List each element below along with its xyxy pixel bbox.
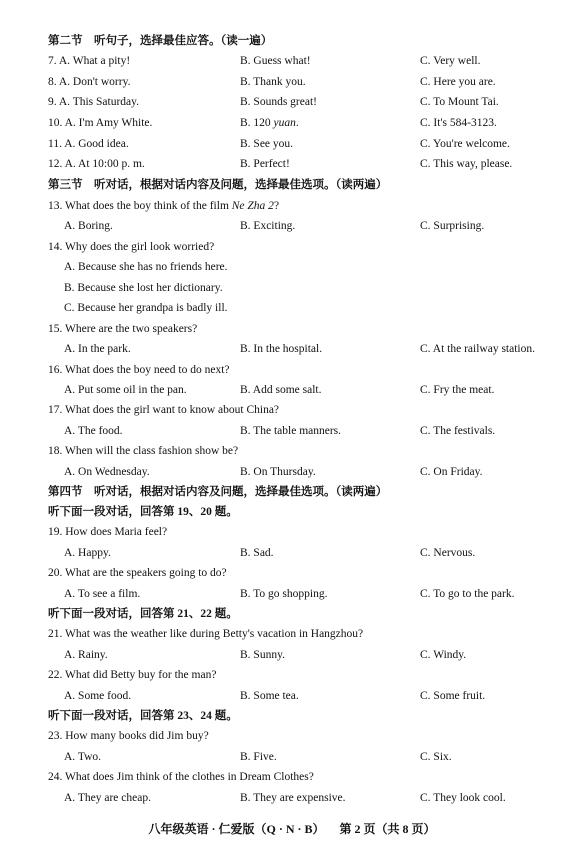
page-footer [0, 820, 584, 837]
item-10 [0, 114, 584, 132]
question-22-options [0, 687, 584, 705]
item-10-option-c: C. It's 584-3123. [420, 117, 497, 129]
q17-option-b: B. The table manners. [240, 425, 342, 437]
item-7-option-c: C. Very well. [420, 55, 481, 67]
question-21-options [0, 646, 584, 664]
q15-option-b: B. In the hospital. [240, 343, 323, 355]
q20-option-a: A. To see a film. [64, 588, 141, 600]
q21-option-b: B. Sunny. [240, 649, 285, 661]
section-4-heading: 第四节 听对话，根据对话内容及问题，选择最佳选项。（读两遍） [48, 486, 388, 498]
q24-option-b: B. They are expensive. [240, 792, 346, 804]
question-13-options [0, 217, 584, 235]
question-15-options [0, 340, 584, 358]
q14-option-c: C. Because her grandpa is badly ill. [64, 302, 228, 314]
question-16-options [0, 381, 584, 399]
q21-option-a: A. Rainy. [64, 649, 108, 661]
question-21: 21. What was the weather like during Betty's vacation in Hangzhou? [48, 628, 364, 640]
question-24: 24. What does Jim think of the clothes in Dream Clothes? [48, 771, 314, 783]
q17-option-a: A. The food. [64, 425, 123, 437]
question-13: 13. What does the boy think of the film Ne Zha 2? [48, 200, 280, 212]
dialogue-prompt-21-22: 听下面一段对话，回答第 21、22 题。 [48, 608, 238, 620]
item-10-option-b: B. 120 yuan. [240, 117, 299, 129]
q19-option-c: C. Nervous. [420, 547, 476, 559]
section-3-heading: 第三节 听对话，根据对话内容及问题，选择最佳选项。（读两遍） [48, 179, 388, 191]
question-15: 15. Where are the two speakers? [48, 323, 198, 335]
section-2-heading: 第二节 听句子，选择最佳应答。（读一遍） [48, 35, 273, 47]
q23-option-c: C. Six. [420, 751, 452, 763]
q13-option-a: A. Boring. [64, 220, 113, 232]
item-11 [0, 135, 584, 153]
q20-option-b: B. To go shopping. [240, 588, 328, 600]
question-19-options [0, 544, 584, 562]
item-12-option-b: B. Perfect! [240, 158, 290, 170]
q23-option-a: A. Two. [64, 751, 101, 763]
dialogue-prompt-23-24: 听下面一段对话，回答第 23、24 题。 [48, 710, 238, 722]
q24-option-a: A. They are cheap. [64, 792, 151, 804]
q22-option-b: B. Some tea. [240, 690, 299, 702]
footer-edition: 八年级英语 · 仁爱版（Q · N · B） [148, 822, 325, 836]
item-8-option-c: C. Here you are. [420, 76, 496, 88]
q22-option-a: A. Some food. [64, 690, 132, 702]
dialogue-prompt-19-20: 听下面一段对话，回答第 19、20 题。 [48, 506, 238, 518]
item-9-option-c: C. To Mount Tai. [420, 96, 499, 108]
q23-option-b: B. Five. [240, 751, 277, 763]
question-18-options [0, 463, 584, 481]
item-9 [0, 93, 584, 111]
question-20: 20. What are the speakers going to do? [48, 567, 227, 579]
q14-option-a-line [0, 258, 584, 276]
q16-option-c: C. Fry the meat. [420, 384, 495, 396]
question-16: 16. What does the boy need to do next? [48, 364, 230, 376]
item-8-option-b: B. Thank you. [240, 76, 306, 88]
question-17: 17. What does the girl want to know about China? [48, 404, 280, 416]
q16-option-b: B. Add some salt. [240, 384, 322, 396]
item-8-option-a: 8. A. Don't worry. [48, 76, 131, 88]
item-12-option-a: 12. A. At 10:00 p. m. [48, 158, 145, 170]
item-8 [0, 73, 584, 91]
question-24-options [0, 789, 584, 807]
q18-option-c: C. On Friday. [420, 466, 483, 478]
q14-option-a: A. Because she has no friends here. [64, 261, 228, 273]
q22-option-c: C. Some fruit. [420, 690, 486, 702]
item-9-option-a: 9. A. This Saturday. [48, 96, 140, 108]
q15-option-c: C. At the railway station. [420, 343, 535, 355]
item-7-option-b: B. Guess what! [240, 55, 311, 67]
item-12-option-c: C. This way, please. [420, 158, 513, 170]
question-17-options [0, 422, 584, 440]
question-20-options [0, 585, 584, 603]
item-11-option-b: B. See you. [240, 138, 294, 150]
q14-option-b-line [0, 279, 584, 297]
footer-page-number: 第 2 页（共 8 页） [339, 822, 436, 836]
question-18: 18. When will the class fashion show be? [48, 445, 239, 457]
item-10-option-a: 10. A. I'm Amy White. [48, 117, 153, 129]
item-7-option-a: 7. A. What a pity! [48, 55, 131, 67]
q16-option-a: A. Put some oil in the pan. [64, 384, 187, 396]
item-9-option-b: B. Sounds great! [240, 96, 317, 108]
question-23: 23. How many books did Jim buy? [48, 730, 209, 742]
question-22: 22. What did Betty buy for the man? [48, 669, 217, 681]
question-19: 19. How does Maria feel? [48, 526, 168, 538]
q17-option-c: C. The festivals. [420, 425, 496, 437]
q19-option-b: B. Sad. [240, 547, 274, 559]
q20-option-c: C. To go to the park. [420, 588, 515, 600]
item-7 [0, 52, 584, 70]
item-11-option-a: 11. A. Good idea. [48, 138, 129, 150]
item-11-option-c: C. You're welcome. [420, 138, 510, 150]
q18-option-a: A. On Wednesday. [64, 466, 150, 478]
q18-option-b: B. On Thursday. [240, 466, 316, 478]
question-23-options [0, 748, 584, 766]
q13-option-b: B. Exciting. [240, 220, 296, 232]
q13-option-c: C. Surprising. [420, 220, 485, 232]
q15-option-a: A. In the park. [64, 343, 131, 355]
question-14: 14. Why does the girl look worried? [48, 241, 215, 253]
q14-option-b: B. Because she lost her dictionary. [64, 282, 223, 294]
q24-option-c: C. They look cool. [420, 792, 506, 804]
q14-option-c-line [0, 299, 584, 317]
q19-option-a: A. Happy. [64, 547, 111, 559]
q21-option-c: C. Windy. [420, 649, 467, 661]
item-12 [0, 155, 584, 173]
